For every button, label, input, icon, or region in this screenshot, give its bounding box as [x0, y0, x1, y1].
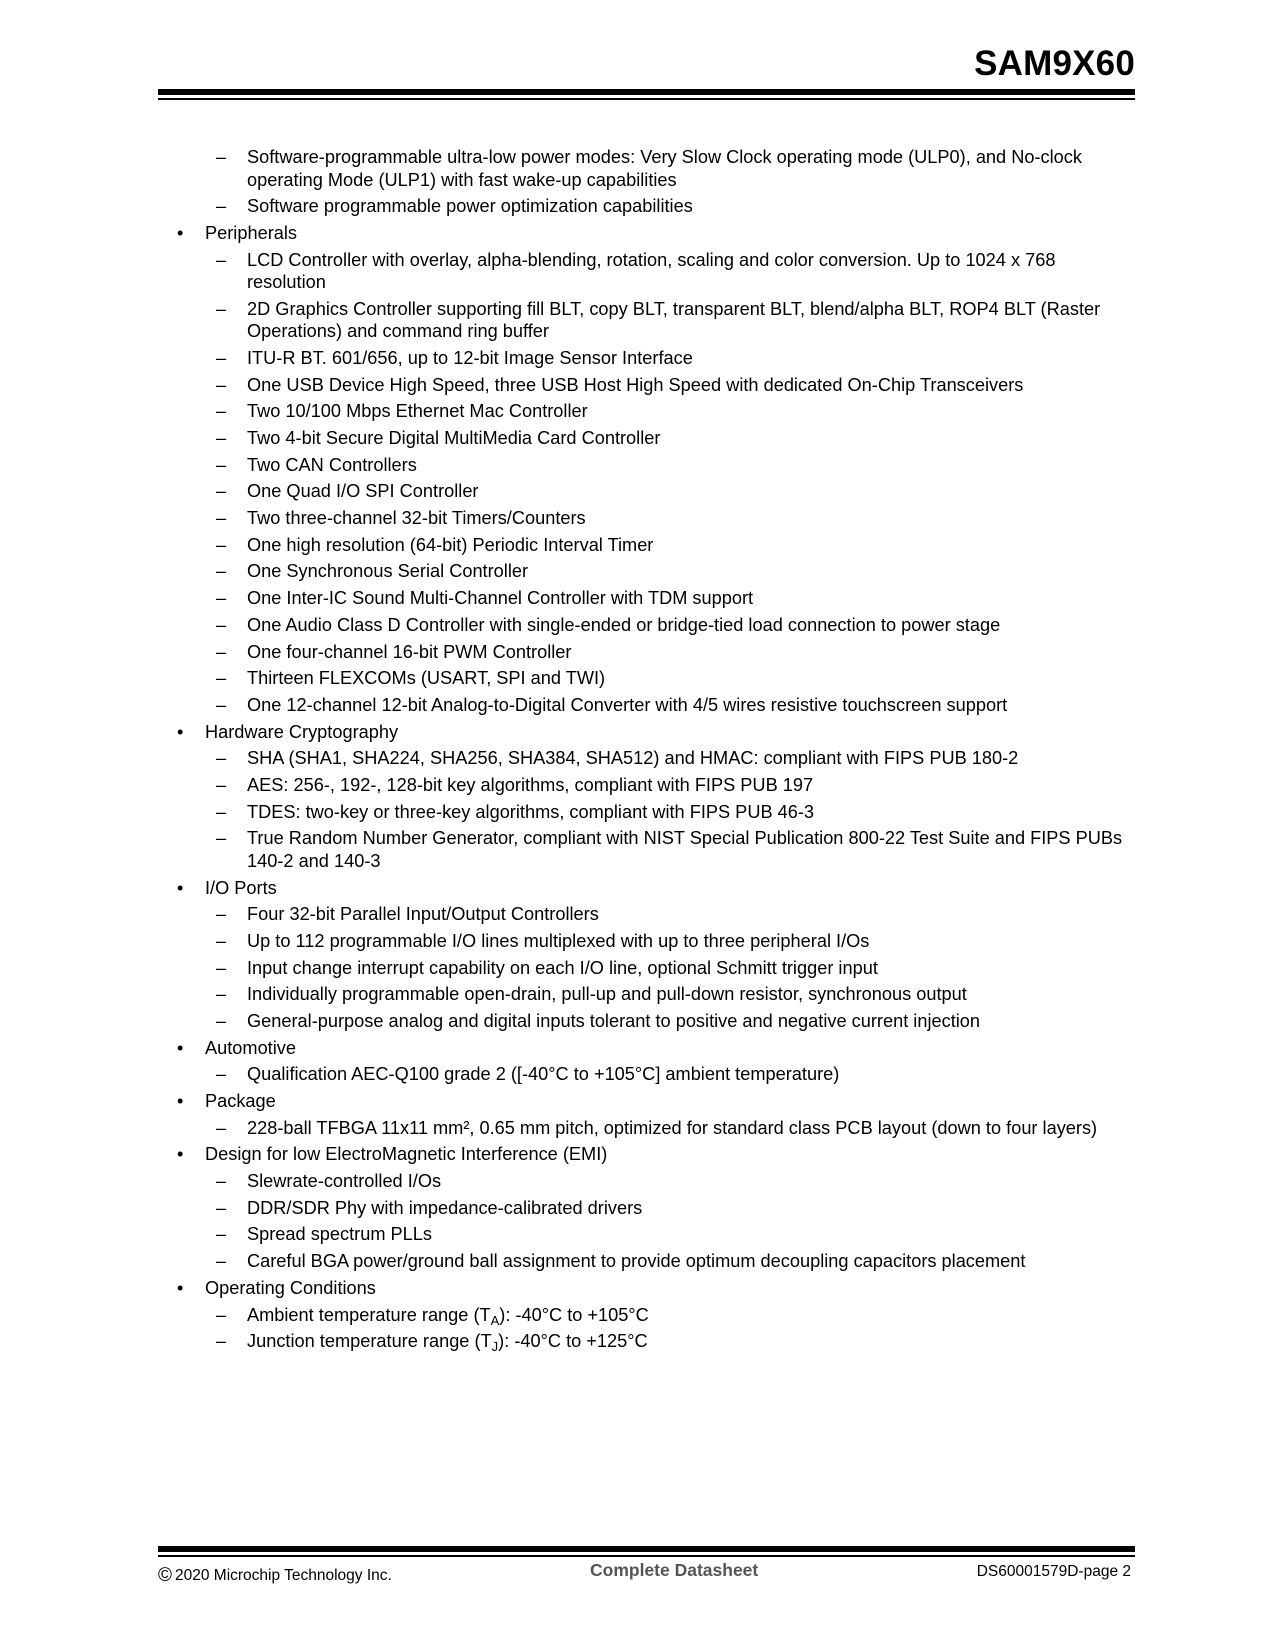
- list-subitem: – Software-programmable ultra-low power modes: Very Slow Clock operating mode (ULP0), and No-clock operating Mode (ULP1) with fast wake-up capabilities: [216, 147, 1082, 190]
- list-subitem: – Qualification AEC-Q100 grade 2 ([-40°C to +105°C] ambient temperature): [216, 1064, 840, 1085]
- list-subitem: – TDES: two-key or three-key algorithms, compliant with FIPS PUB 46-3: [216, 801, 815, 822]
- list-subitem: – Spread spectrum PLLs: [216, 1224, 433, 1245]
- section-operating-conditions: • Operating Conditions: [177, 1277, 376, 1298]
- list-subitem: – Individually programmable open-drain, pull-up and pull-down resistor, synchronous output: [216, 984, 967, 1005]
- section-peripherals: • Peripherals: [177, 222, 297, 243]
- list-subitem: – ITU-R BT. 601/656, up to 12-bit Image Sensor Interface: [216, 347, 693, 368]
- footer-doc-type: Complete Datasheet: [590, 1560, 759, 1580]
- section-package: • Package: [177, 1091, 276, 1111]
- list-subitem: – Careful BGA power/ground ball assignment to provide optimum decoupling capacitors placement: [216, 1251, 1026, 1272]
- list-subitem: – 2D Graphics Controller supporting fill BLT, copy BLT, transparent BLT, blend/alpha BLT, ROP4 BLT (Raster Operations) and command ring buffer: [216, 298, 1101, 342]
- list-subitem: – True Random Number Generator, compliant with NIST Special Publication 800-22 Test Suite and FIPS PUBs 140-2 and 140-3: [216, 828, 1123, 871]
- footer-copyright: © 2020 Microchip Technology Inc.: [158, 1565, 392, 1586]
- section-hardware-cryptography: • Hardware Cryptography: [177, 721, 399, 742]
- document-body: [170, 146, 1130, 1357]
- footer-rule-thin: [158, 1555, 1135, 1557]
- list-subitem: – Two CAN Controllers: [216, 454, 417, 475]
- list-subitem: – One Synchronous Serial Controller: [216, 561, 529, 582]
- list-subitem: – Software programmable power optimization capabilities: [216, 196, 693, 217]
- list-subitem: – General-purpose analog and digital inputs tolerant to positive and negative current injection: [216, 1010, 981, 1031]
- list-subitem: – One Audio Class D Controller with single-ended or bridge-tied load connection to power stage: [216, 614, 1001, 635]
- ambient-temperature-item: – Ambient temperature range $(T_A)$: -40°C to +105°C: [216, 1304, 649, 1328]
- list-subitem: – Two three-channel 32-bit Timers/Counters: [216, 508, 586, 529]
- section-io-ports: • I/O Ports: [177, 877, 277, 898]
- list-subitem: – One high resolution (64-bit) Periodic Interval Timer: [216, 534, 654, 555]
- list-subitem: – One Quad I/O SPI Controller: [216, 481, 479, 502]
- list-subitem: – LCD Controller with overlay, alpha-blending, rotation, scaling and color conversion. Up to 1024 x 768 resolution: [216, 249, 1056, 293]
- list-subitem: – SHA (SHA1, SHA224, SHA256, SHA384, SHA512) and HMAC: compliant with FIPS PUB 180-2: [216, 748, 1019, 769]
- list-subitem: – Four 32-bit Parallel Input/Output Controllers: [216, 904, 599, 925]
- section-emi-design: • Design for low ElectroMagnetic Interference (EMI): [177, 1144, 608, 1165]
- list-subitem: – Up to 112 programmable I/O lines multiplexed with up to three peripheral I/Os: [216, 930, 870, 951]
- junction-temperature-item: – Junction temperature range $(T_J)$: -40°C to +125°C: [216, 1331, 648, 1355]
- list-subitem: – 228-ball TFBGA 11x11 mm², 0.65 mm pitch, optimized for standard class PCB layout (down to four layers): [216, 1117, 1098, 1138]
- copyright-icon: ©: [158, 1565, 172, 1586]
- list-subitem: – Input change interrupt capability on each I/O line, optional Schmitt trigger input: [216, 957, 878, 978]
- footer-rule-thick: [158, 1546, 1135, 1552]
- list-subitem: – Slewrate-controlled I/Os: [216, 1171, 442, 1192]
- section-automotive: • Automotive: [177, 1037, 296, 1058]
- list-subitem: – One four-channel 16-bit PWM Controller: [216, 641, 572, 662]
- header-rule-thin: [158, 98, 1135, 100]
- list-subitem: – One 12-channel 12-bit Analog-to-Digital Converter with 4/5 wires resistive touchscreen support: [216, 694, 1008, 715]
- list-subitem: – Two 4-bit Secure Digital MultiMedia Card Controller: [216, 428, 661, 448]
- list-subitem: – Two 10/100 Mbps Ethernet Mac Controller: [216, 401, 588, 422]
- list-subitem: – DDR/SDR Phy with impedance-calibrated drivers: [216, 1197, 643, 1218]
- list-subitem: – One USB Device High Speed, three USB Host High Speed with dedicated On-Chip Transceivers: [216, 374, 1024, 395]
- list-subitem: – Thirteen FLEXCOMs (USART, SPI and TWI): [216, 668, 606, 689]
- footer-page-number: DS60001579D-page 2: [976, 1563, 1131, 1580]
- header-rule-thick: [158, 89, 1135, 95]
- list-subitem: – AES: 256-, 192-, 128-bit key algorithms, compliant with FIPS PUB 197: [216, 774, 814, 795]
- list-subitem: – One Inter-IC Sound Multi-Channel Controller with TDM support: [216, 588, 754, 609]
- header-title: SAM9X60: [974, 44, 1135, 83]
